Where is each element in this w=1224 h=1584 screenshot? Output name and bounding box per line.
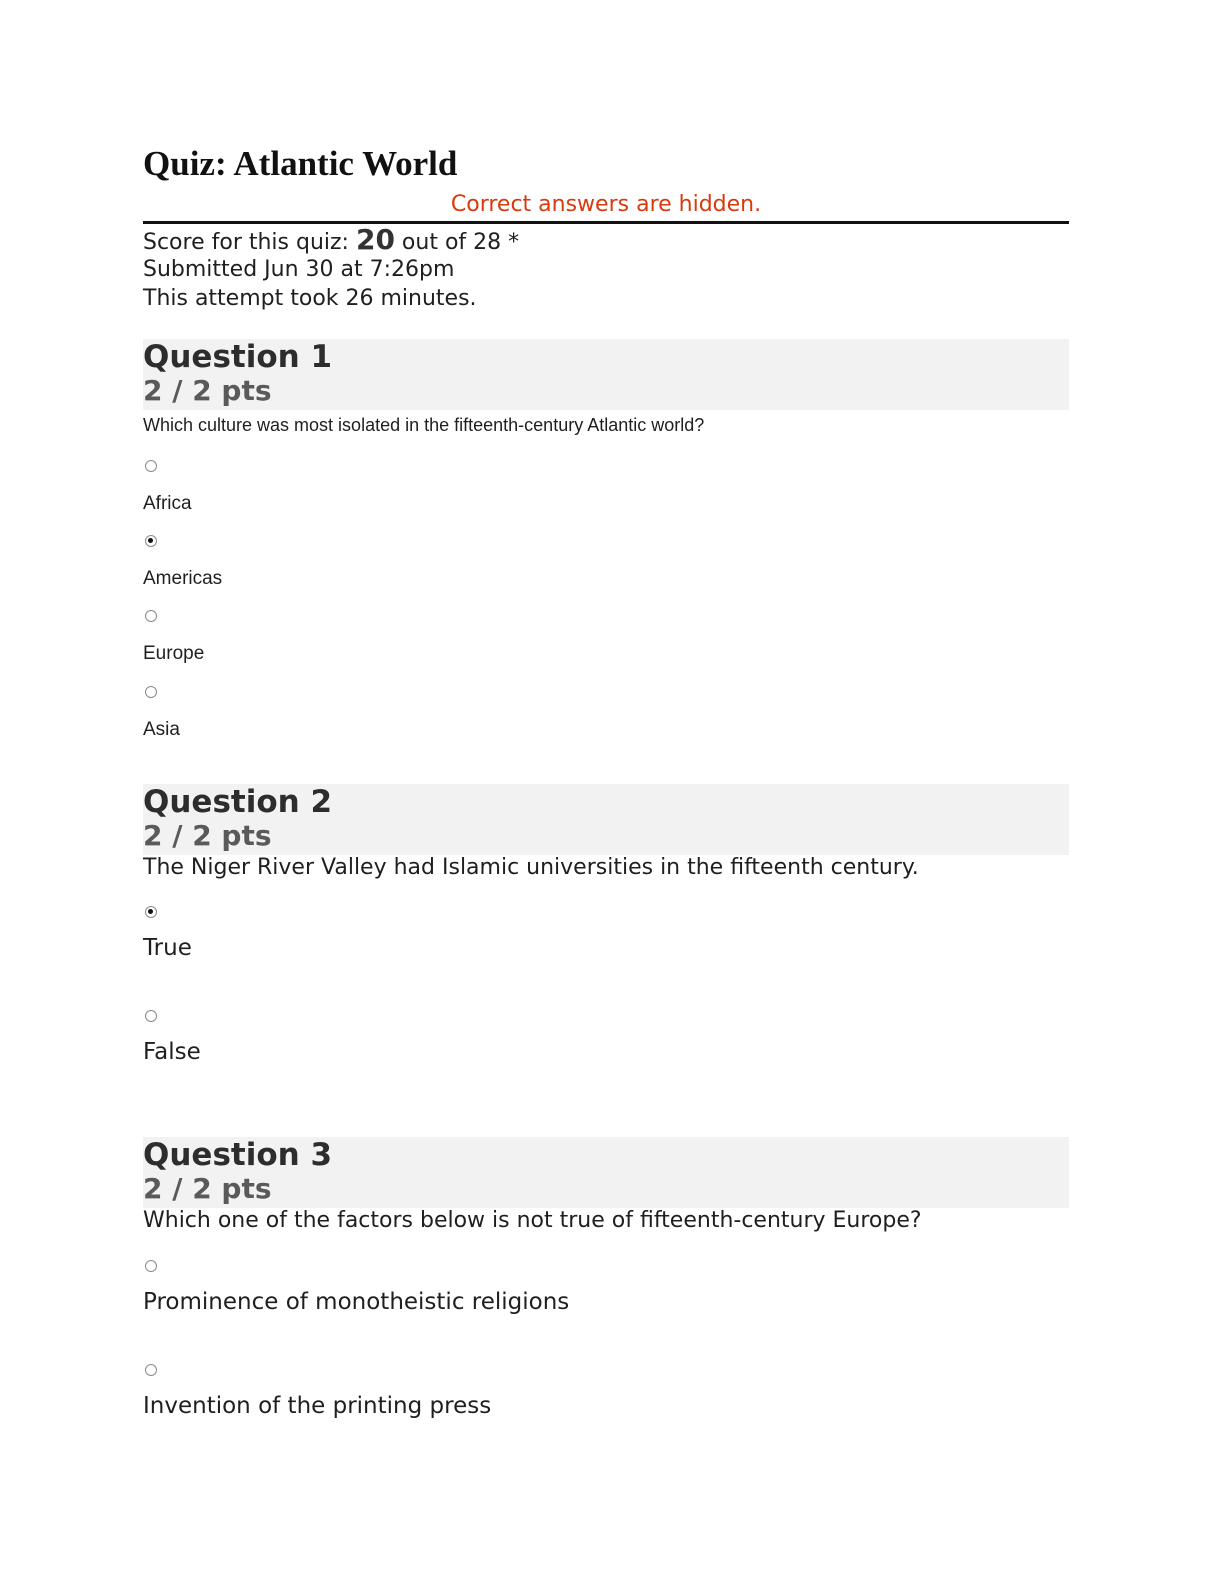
answer-label: Asia	[143, 719, 180, 740]
question-text: Which one of the factors below is not true of fifteenth-century Europe?	[143, 1208, 922, 1233]
question-title: Question 1	[143, 339, 333, 375]
hidden-answers-notice: Correct answers are hidden.	[450, 192, 762, 217]
question-header	[143, 1137, 1069, 1208]
answer-radio-asia[interactable]	[145, 686, 157, 698]
score-label: Score for this quiz:	[143, 230, 356, 255]
answer-label: False	[143, 1039, 201, 1065]
answer-label: True	[143, 935, 192, 961]
page-title: Quiz: Atlantic World	[143, 144, 458, 183]
answer-label: Americas	[143, 568, 223, 589]
question-title: Question 2	[143, 784, 333, 820]
question-points: 2 / 2 pts	[143, 1172, 272, 1205]
answer-radio-europe[interactable]	[145, 610, 157, 622]
submitted-line: Submitted Jun 30 at 7:26pm	[143, 257, 455, 282]
answer-radio-printing-press[interactable]	[145, 1364, 157, 1376]
answer-radio-africa[interactable]	[145, 460, 157, 472]
answer-label: Africa	[143, 493, 192, 514]
score-line	[143, 223, 520, 257]
question-header	[143, 339, 1069, 410]
score-value: 20	[355, 223, 395, 256]
question-title: Question 3	[143, 1137, 333, 1173]
question-points: 2 / 2 pts	[143, 819, 272, 852]
score-total: out of 28 *	[394, 230, 520, 255]
question-text: Which culture was most isolated in the fifteenth-century Atlantic world?	[143, 415, 705, 435]
answer-radio-false[interactable]	[145, 1010, 157, 1022]
duration-line: This attempt took 26 minutes.	[143, 286, 477, 311]
answer-radio-monotheistic[interactable]	[145, 1260, 157, 1272]
question-points: 2 / 2 pts	[143, 374, 272, 407]
question-header	[143, 784, 1069, 855]
answer-radio-americas[interactable]	[145, 535, 157, 547]
answer-radio-true[interactable]	[145, 906, 157, 918]
question-text: The Niger River Valley had Islamic universities in the fifteenth century.	[143, 855, 919, 880]
title-divider	[143, 221, 1069, 224]
answer-label: Prominence of monotheistic religions	[143, 1289, 570, 1315]
answer-label: Invention of the printing press	[143, 1393, 492, 1419]
answer-label: Europe	[143, 643, 205, 664]
